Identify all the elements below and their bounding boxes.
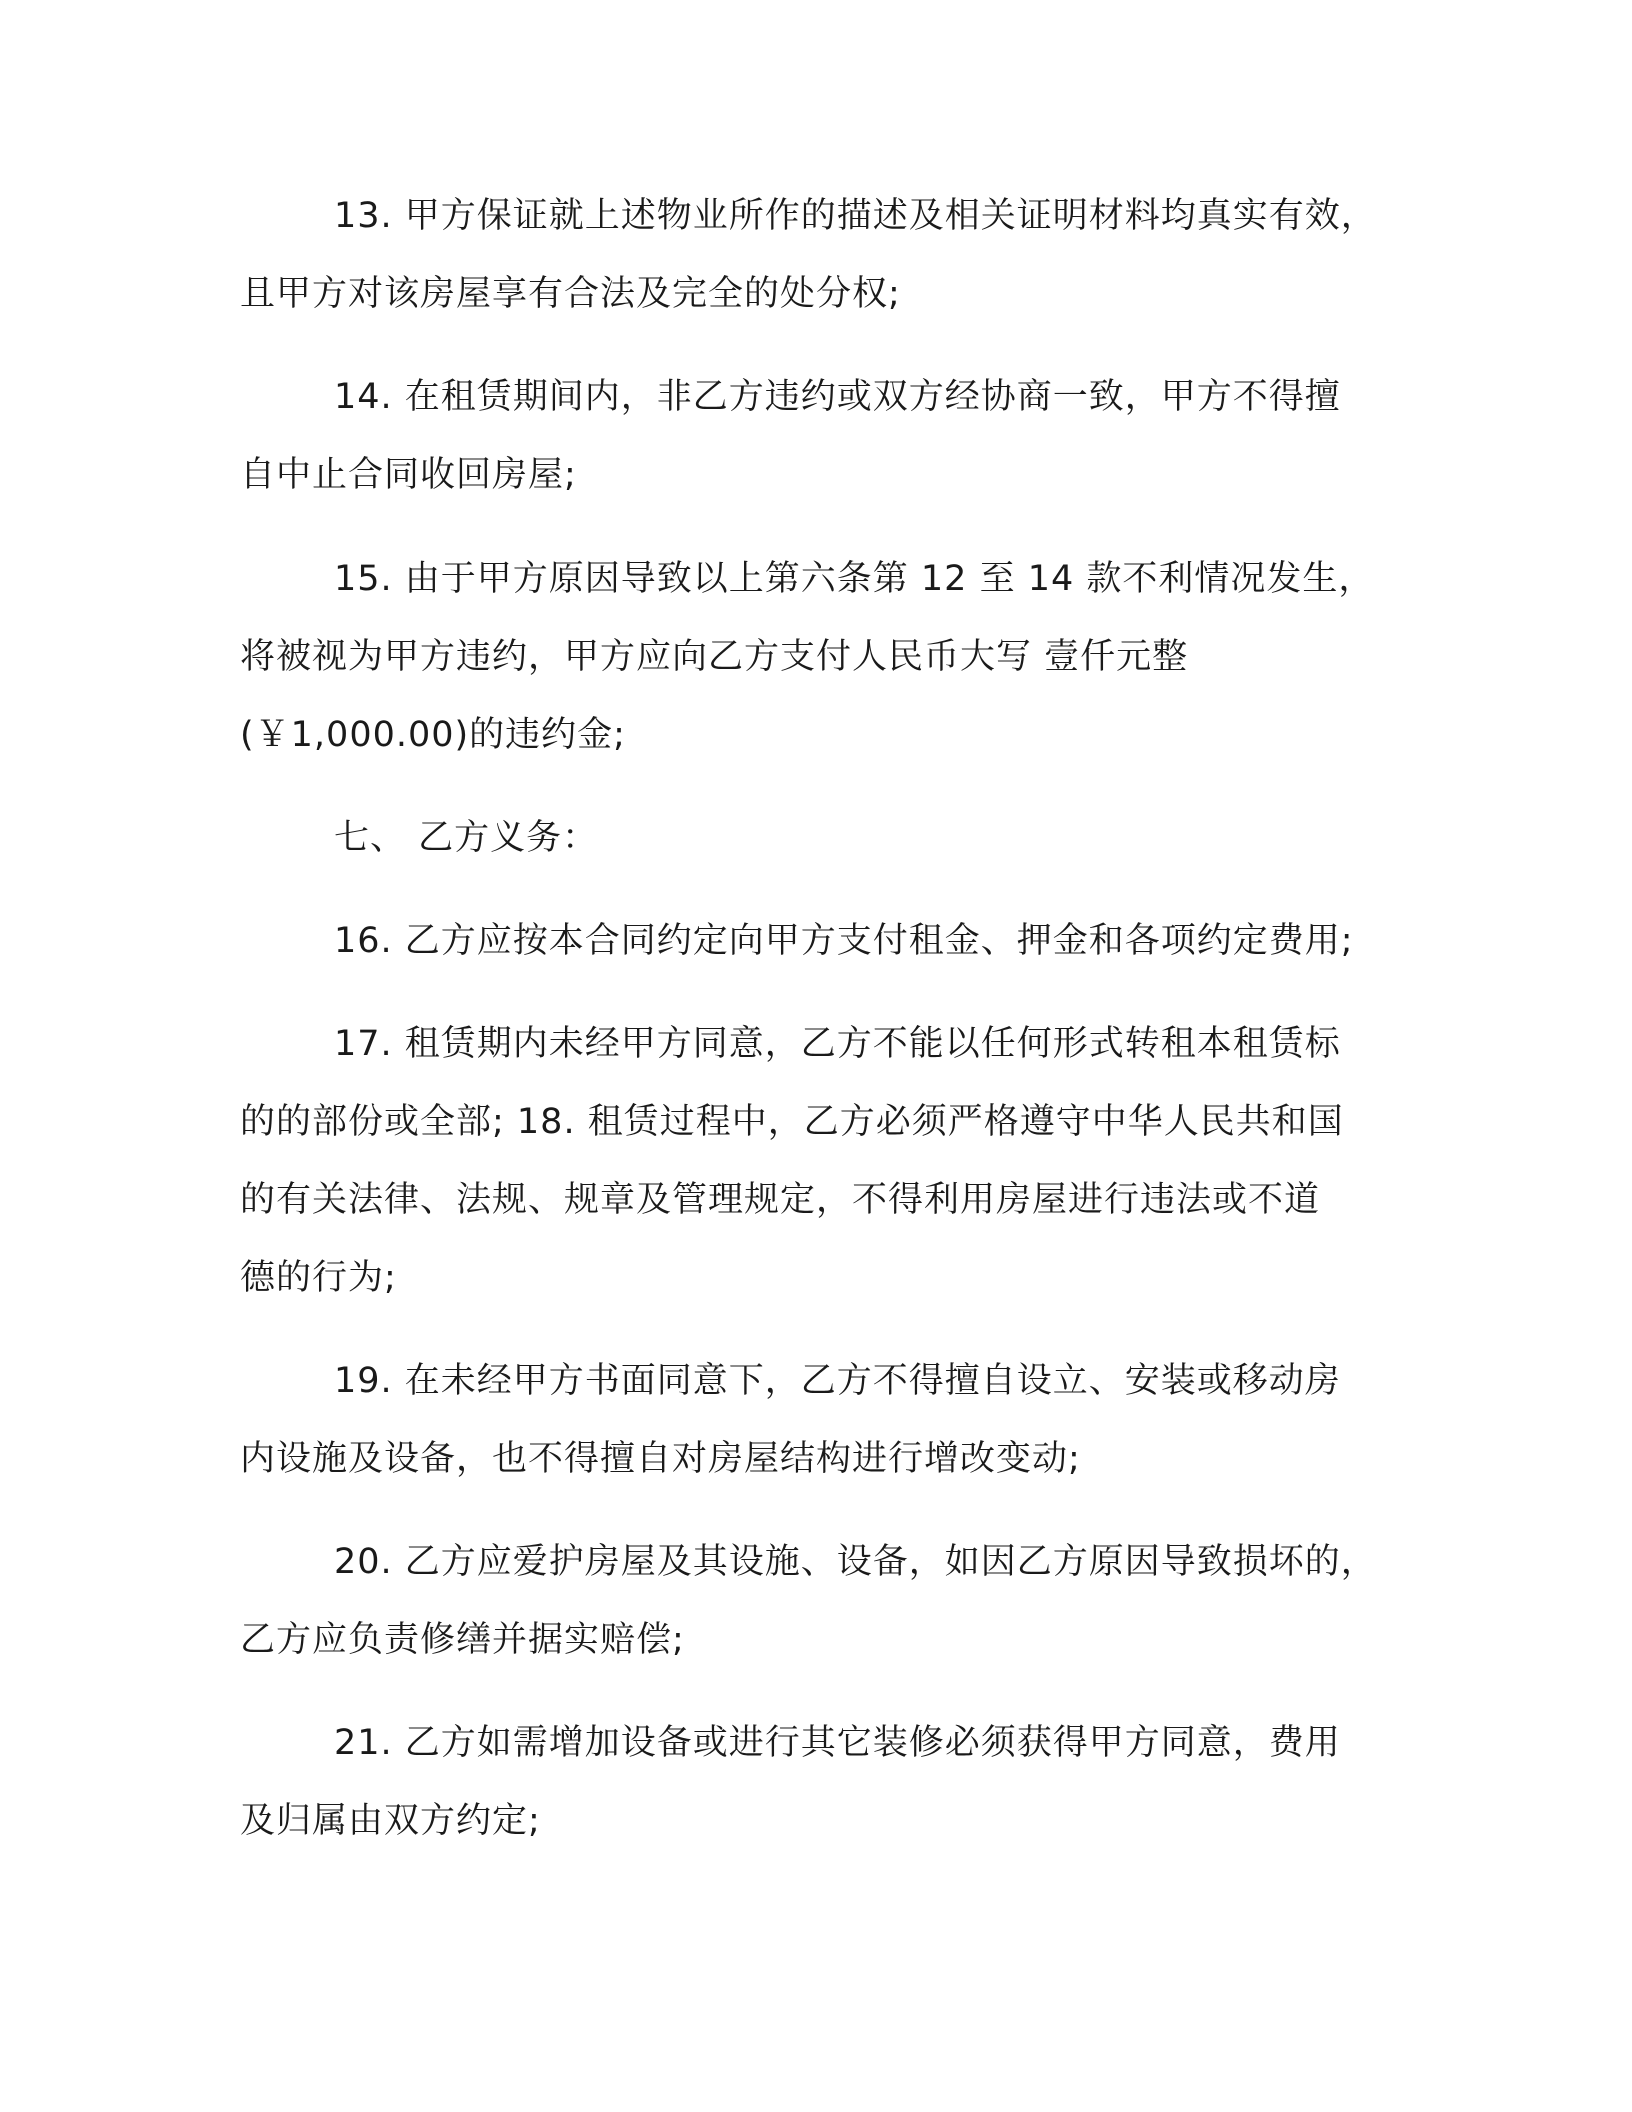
clause-18-line-4: 德的行为; [240, 1258, 397, 1298]
clause-17-line-1: 17. 租赁期内未经甲方同意，乙方不能以任何形式转租本租赁标 [334, 1024, 1341, 1064]
clause-14-line-2: 自中止合同收回房屋; [240, 455, 577, 495]
clause-18-line-3: 的有关法律、法规、规章及管理规定，不得利用房屋进行违法或不道 [240, 1180, 1321, 1220]
clause-19-line-2: 内设施及设备，也不得擅自对房屋结构进行增改变动; [240, 1439, 1081, 1479]
clause-16-line-1: 16. 乙方应按本合同约定向甲方支付租金、押金和各项约定费用; [334, 921, 1354, 961]
clause-20-line-2: 乙方应负责修缮并据实赔偿; [240, 1620, 685, 1660]
clause-14-line-1: 14. 在租赁期间内，非乙方违约或双方经协商一致，甲方不得擅 [334, 377, 1341, 417]
clause-15-line-1: 15. 由于甲方原因导致以上第六条第 12 至 14 款不利情况发生， [334, 559, 1375, 599]
clause-17-18-line-2: 的的部份或全部; 18. 租赁过程中，乙方必须严格遵守中华人民共和国 [240, 1102, 1344, 1142]
clause-15-line-2: 将被视为甲方违约，甲方应向乙方支付人民币大写 壹仟元整 [240, 637, 1189, 677]
clause-13-line-1: 13. 甲方保证就上述物业所作的描述及相关证明材料均真实有效， [334, 196, 1377, 236]
section-heading-party-b-obligations: 七、 乙方义务： [334, 818, 599, 858]
clause-21-line-1: 21. 乙方如需增加设备或进行其它装修必须获得甲方同意，费用 [334, 1723, 1341, 1763]
clause-20-line-1: 20. 乙方应爱护房屋及其设施、设备，如因乙方原因导致损坏的， [334, 1542, 1377, 1582]
clause-21-line-2: 及归属由双方约定; [240, 1801, 541, 1841]
clause-15-line-3: (￥1,000.00)的违约金; [240, 715, 626, 755]
clause-19-line-1: 19. 在未经甲方书面同意下，乙方不得擅自设立、安装或移动房 [334, 1361, 1341, 1401]
clause-13-line-2: 且甲方对该房屋享有合法及完全的处分权; [240, 274, 901, 314]
